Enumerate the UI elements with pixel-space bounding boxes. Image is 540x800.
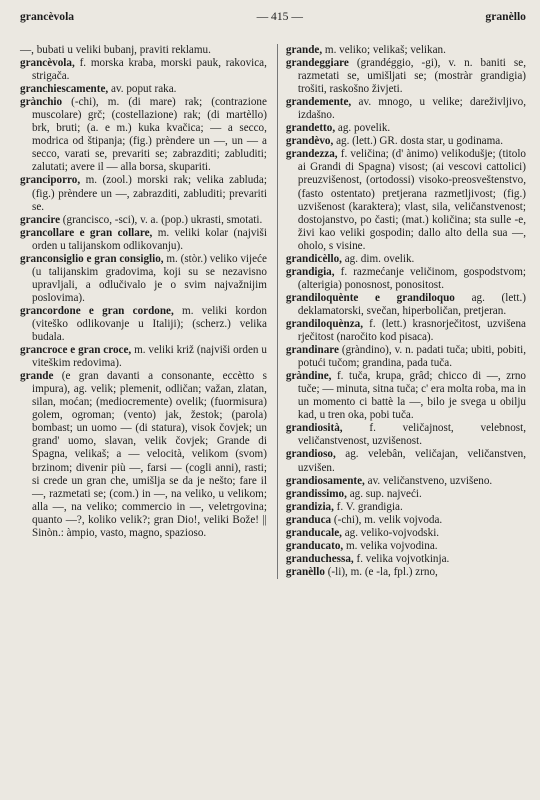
entry-definition: av. poput raka. xyxy=(108,83,177,96)
left-column xyxy=(20,44,277,579)
entry-definition: (-li), m. (e -la, fpl.) zrno, xyxy=(324,565,438,578)
entry-definition: av. veličanstveno, uzvišeno. xyxy=(364,474,493,487)
dictionary-entry xyxy=(286,501,526,514)
dictionary-entry xyxy=(286,514,526,527)
dictionary-entry xyxy=(286,148,526,252)
entry-definition: f. veličajnost, velebnost, veličanstvenost, uzvišenost. xyxy=(297,422,526,448)
entry-headword: granducale, xyxy=(285,526,342,539)
entry-definition: ag. dim. ovelik. xyxy=(341,252,415,265)
entry-definition: ag. (lett.) GR. dosta star, u godinama. xyxy=(333,135,504,148)
entry-headword: grandioso, xyxy=(285,448,336,461)
entry-headword: grancèvola, xyxy=(20,57,75,70)
dictionary-entry xyxy=(286,448,526,474)
entry-headword: grande, xyxy=(285,44,323,56)
dictionary-entry xyxy=(286,566,526,579)
entry-definition: (-chi), m. (di mare) rak; (contrazione muscolare) grč; (costellazione) rak; (di martèllo) brk, bruti; (a. e m.) kuka kvačica; — a secco, modrica od štipanja; (fig.) prèndere un —, un — a secco, varati se, prevariti se; zabrazditi; zabluditi; zalutati; avere il — alla borsa, skupariti. xyxy=(32,96,267,174)
dictionary-entry xyxy=(286,318,526,344)
dictionary-entry xyxy=(286,527,526,540)
left-guide-word: grancèvola xyxy=(20,10,75,23)
entry-definition: (gràndino), v. n. padati tuča; ubiti, pobiti, potući tučom; grandina, pada tuča. xyxy=(297,344,526,370)
dictionary-entry xyxy=(286,135,526,148)
entry-headword: grandinare xyxy=(285,344,339,357)
dictionary-entry xyxy=(20,174,267,213)
dictionary-entry xyxy=(20,57,267,83)
entry-headword: granconsiglio e gran consiglio, xyxy=(20,252,164,265)
entry-headword: granduca xyxy=(285,513,332,526)
right-column xyxy=(277,44,526,579)
dictionary-entry xyxy=(286,422,526,448)
dictionary-entry xyxy=(286,292,526,318)
entry-headword: grandicèllo, xyxy=(285,252,342,265)
dictionary-entry xyxy=(20,83,267,96)
entry-headword: grancire xyxy=(20,213,61,226)
dictionary-entry xyxy=(20,253,267,305)
entry-headword: granciporro, xyxy=(20,174,81,187)
entry-headword: granèllo xyxy=(285,565,325,578)
entry-definition: m. veliki kolar (najviši orden u talijanskom odlikovanju). xyxy=(32,226,267,252)
dictionary-entry xyxy=(286,488,526,501)
entry-definition: ag. veliko-vojvodski. xyxy=(341,526,440,539)
entry-headword: grànchio xyxy=(20,96,63,109)
entry-definition: m. (zool.) morski rak; velika zabluda; (fig.) prèndere un —, zabrazditi, zabluditi; prevariti se. xyxy=(32,174,267,213)
entry-definition: (grancisco, -sci), v. a. (pop.) ukrasti, smotati. xyxy=(60,213,263,226)
dictionary-entry xyxy=(20,370,267,540)
entry-headword: gràndine, xyxy=(285,370,332,383)
entry-definition: f. V. grandigia. xyxy=(333,500,403,513)
dictionary-entry xyxy=(286,344,526,370)
dictionary-entry xyxy=(286,266,526,292)
dictionary-entry xyxy=(20,44,267,57)
entry-definition: m. velika vojvodina. xyxy=(343,539,438,552)
dictionary-entry xyxy=(286,253,526,266)
dictionary-entry xyxy=(286,96,526,122)
entry-definition: m. veliko; velikaš; velikan. xyxy=(322,44,446,56)
dictionary-entry xyxy=(286,370,526,422)
entry-headword: grandezza, xyxy=(285,148,338,161)
entry-definition: m. veliki križ (najviši orden u viteškim redovima). xyxy=(32,344,267,370)
entry-headword: grancollare e gran collare, xyxy=(20,226,153,239)
entry-headword: grandemente, xyxy=(285,96,352,109)
right-guide-word: granèllo xyxy=(485,10,526,23)
entry-headword: grandiloquènte e grandiloquo xyxy=(285,291,455,304)
entry-definition: f. velika vojvotkinja. xyxy=(353,552,450,565)
entry-definition: ag. velebân, veličajan, veličanstven, uzvišen. xyxy=(297,448,526,474)
columns xyxy=(20,44,526,579)
entry-headword: grandèvo, xyxy=(285,135,334,148)
entry-definition: ag. sup. najveći. xyxy=(346,487,422,500)
dictionary-entry xyxy=(286,122,526,135)
entry-headword: grandissimo, xyxy=(285,487,347,500)
dictionary-entry xyxy=(20,344,267,370)
dictionary-entry xyxy=(20,305,267,344)
dictionary-entry xyxy=(286,57,526,96)
entry-headword: granduchessa, xyxy=(285,552,354,565)
entry-headword: grandetto, xyxy=(285,122,336,135)
entry-definition: f. (lett.) krasnorječitost, uzvišena rječitost (naročito kod pisaca). xyxy=(297,317,526,344)
entry-headword: granducato, xyxy=(285,539,344,552)
page-header xyxy=(20,10,526,28)
entry-headword: grande xyxy=(20,370,54,383)
dictionary-entry xyxy=(286,553,526,566)
dictionary-entry xyxy=(286,475,526,488)
entry-definition: f. morska kraba, morski pauk, rakovica, strigača. xyxy=(32,57,267,83)
entry-headword: grancroce e gran croce, xyxy=(20,344,132,357)
dictionary-entry xyxy=(20,96,267,174)
entry-headword: granchiescamente, xyxy=(20,83,109,96)
entry-headword: grancordone e gran cordone, xyxy=(20,304,174,317)
entry-definition: m. (stòr.) veliko vijeće (u talijanskim gradovima, koji su se nezavisno upravljali, a odlučivalo je o svim najvažnijim poslovima). xyxy=(32,252,267,304)
dictionary-entry xyxy=(20,214,267,227)
entry-definition: f. razmećanje veličinom, gospodstvom; (alterigia) ponosnost, ponositost. xyxy=(297,265,526,291)
entry-definition: m. veliki kordon (viteško odlikovanje u Italiji); (scherz.) velika budala. xyxy=(32,304,267,344)
entry-definition: (e gran davanti a consonante, eccètto s impura), ag. velik; plemenit, odličan; važan, zlatan, silan, moćan; (mediocremente) ovelik; (fuormisura) golem, ogroman; (vento) jak, žestok; (parola) bombast; un uomo — (di statura), visok čovjek; un grand' uomo, slavan, velik čovjek; Grande di Spagna, velikaš; a — velocità, velikom (svom) brzinom; divenir più —, farsi — (cogli anni), rasti; si crede un gran che, umišlja se da je nešto; fare il —, razmetati se; (com.) in —, na veliko, u velikom; alla —, na veliko; commercio in —, veletrgovina; quanto —?, koliko velik?; gran Dio!, veliki Bože! || Sinòn.: àmpio, vasto, magno, spazioso. xyxy=(32,370,267,539)
entry-definition: (-chi), m. velik vojvoda. xyxy=(331,513,443,526)
entry-headword: grandiosamente, xyxy=(285,474,365,487)
page-number: — 415 — xyxy=(256,10,303,23)
entry-definition: f. tuča, krupa, grâd; chicco di —, zrno tuče; — minuta, sitna tuča; c' era molta roba, ma in un momento ci battè la —, bilo je svega u obilju kad, u tren oka, pobi tuča. xyxy=(297,370,526,422)
entry-definition: ag. (lett.) deklamatorski, svečan, hiperboličan, pretjeran. xyxy=(297,291,526,317)
dictionary-entry xyxy=(286,44,526,57)
entry-headword: grandiosità, xyxy=(285,422,343,435)
entry-headword: grandigia, xyxy=(285,265,335,278)
dictionary-entry xyxy=(20,227,267,253)
entry-headword: grandiloquènza, xyxy=(285,317,363,330)
entry-headword: grandeggiare xyxy=(285,57,349,70)
entry-definition: av. mnogo, u velike; dareživljivo, izdašno. xyxy=(297,96,526,122)
entry-definition: (grandéggio, -gi), v. n. baniti se, razmetati se, umišljati se; (mostràr grandigia) trošiti, raskošno živjeti. xyxy=(297,57,526,96)
dictionary-entry xyxy=(286,540,526,553)
entry-definition: —, bubati u veliki bubanj, praviti reklamu. xyxy=(20,44,211,56)
entry-definition: f. veličina; (d' ànimo) velikodušje; (titolo ai Grandi di Spagna) visost; (ai vescovi cattolici) preuzvišenost, (ortodossi) visoko-preosveštenstvo, (fasto ostentato) pretjerana razmetljivost; (fig.) uzvišenost (karaktera); vlast, sila, veličanstvenost; dostojanstvo, po časti; (mat.) količina; sta sulle -e, živi kao veliki gospodin; dallo alto della sua —, oholo, s visine. xyxy=(297,148,526,252)
entry-headword: grandizia, xyxy=(285,500,334,513)
entry-definition: ag. povelik. xyxy=(335,122,391,135)
